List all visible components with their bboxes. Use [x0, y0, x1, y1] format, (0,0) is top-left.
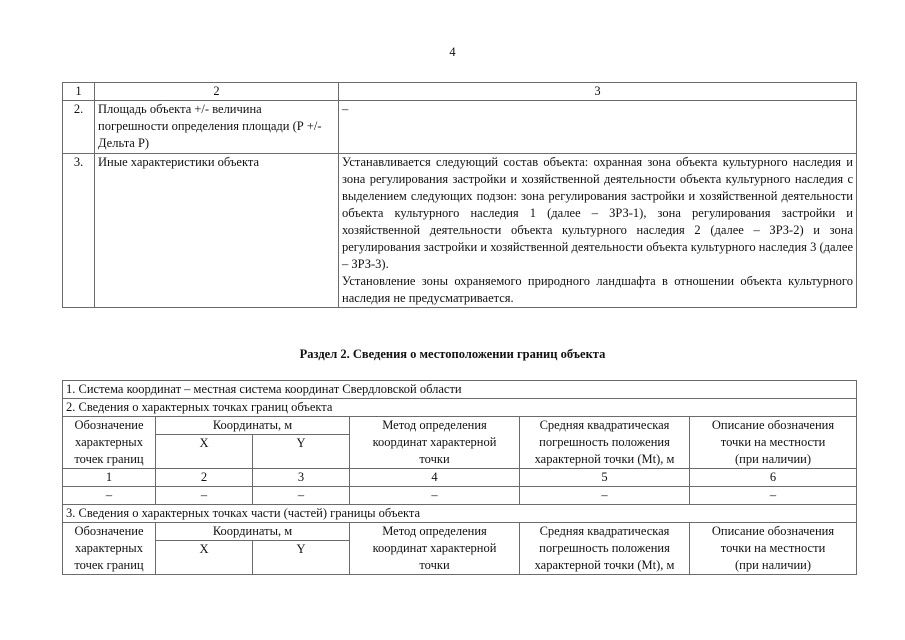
- empty-cell: –: [63, 487, 156, 505]
- section-row: [63, 505, 857, 523]
- header-cell: 1: [63, 83, 95, 101]
- row-name: Площадь объекта +/- величина погрешности определения площади (Р +/- Дельта Р): [95, 101, 339, 154]
- table-row: [63, 101, 857, 154]
- error-header: Средняя квадратическая погрешность положения характерной точки (Mt), м: [520, 417, 690, 469]
- column-number: 4: [350, 469, 520, 487]
- description-header: Описание обозначения точки на местности (при наличии): [690, 523, 857, 575]
- boundary-points-table: [62, 380, 857, 575]
- empty-cell: –: [690, 487, 857, 505]
- empty-cell: –: [520, 487, 690, 505]
- table-row: [63, 154, 857, 308]
- column-number: 3: [253, 469, 350, 487]
- column-number: 1: [63, 469, 156, 487]
- value-paragraph: Устанавливается следующий состав объекта: охранная зона объекта культурного наследия и зона регулирования застройки и хозяйственной деятельности объекта культурного наследия с выделением следующих подзон: зона регулирования застройки и хозяйственной деятельности объекта культурного наследия 1 (далее – ЗРЗ-1), зона регулирования застройки и хозяйственной деятельности объекта культурного наследия 2 (далее – ЗРЗ-2) и зона регулирования застройки и хозяйственной деятельности объекта культурного наследия 3 (далее – ЗРЗ-3).: [342, 155, 853, 271]
- column-number: 2: [156, 469, 253, 487]
- row-number: 2.: [63, 101, 95, 154]
- row-number: 3.: [63, 154, 95, 308]
- designation-header: Обозначение характерных точек границ: [63, 523, 156, 575]
- coords-header: Координаты, м: [156, 523, 350, 541]
- table-header-row: [63, 83, 857, 101]
- empty-cell: –: [253, 487, 350, 505]
- empty-cell: –: [350, 487, 520, 505]
- points-title-cell: 2. Сведения о характерных точках границ объекта: [63, 399, 857, 417]
- header-row: [63, 523, 857, 541]
- page-number: 4: [449, 45, 456, 59]
- coord-system-cell: 1. Система координат – местная система координат Свердловской области: [63, 381, 857, 399]
- column-number: 5: [520, 469, 690, 487]
- designation-header: Обозначение характерных точек границ: [63, 417, 156, 469]
- section-title: Раздел 2. Сведения о местоположении границ объекта: [299, 347, 606, 361]
- coord-system-row: [63, 381, 857, 399]
- column-number: 6: [690, 469, 857, 487]
- column-numbers-row: [63, 469, 857, 487]
- part-points-title-cell: 3. Сведения о характерных точках части (частей) границы объекта: [63, 505, 857, 523]
- x-header: X: [156, 435, 253, 469]
- section-row: [63, 399, 857, 417]
- y-header: Y: [253, 541, 350, 575]
- table-row: [63, 487, 857, 505]
- header-cell: 2: [95, 83, 339, 101]
- row-name: Иные характеристики объекта: [95, 154, 339, 308]
- description-header: Описание обозначения точки на местности (при наличии): [690, 417, 857, 469]
- header-cell: 3: [339, 83, 857, 101]
- coords-header: Координаты, м: [156, 417, 350, 435]
- error-header: Средняя квадратическая погрешность положения характерной точки (Mt), м: [520, 523, 690, 575]
- object-characteristics-table: [62, 82, 857, 308]
- empty-cell: –: [156, 487, 253, 505]
- y-header: Y: [253, 435, 350, 469]
- method-header: Метод определения координат характерной точки: [350, 523, 520, 575]
- header-row: [63, 417, 857, 435]
- row-value: –: [339, 101, 857, 154]
- x-header: X: [156, 541, 253, 575]
- row-value: [339, 154, 857, 308]
- method-header: Метод определения координат характерной точки: [350, 417, 520, 469]
- value-paragraph: Установление зоны охраняемого природного ландшафта в отношении объекта культурного наследия не предусматривается.: [342, 274, 853, 305]
